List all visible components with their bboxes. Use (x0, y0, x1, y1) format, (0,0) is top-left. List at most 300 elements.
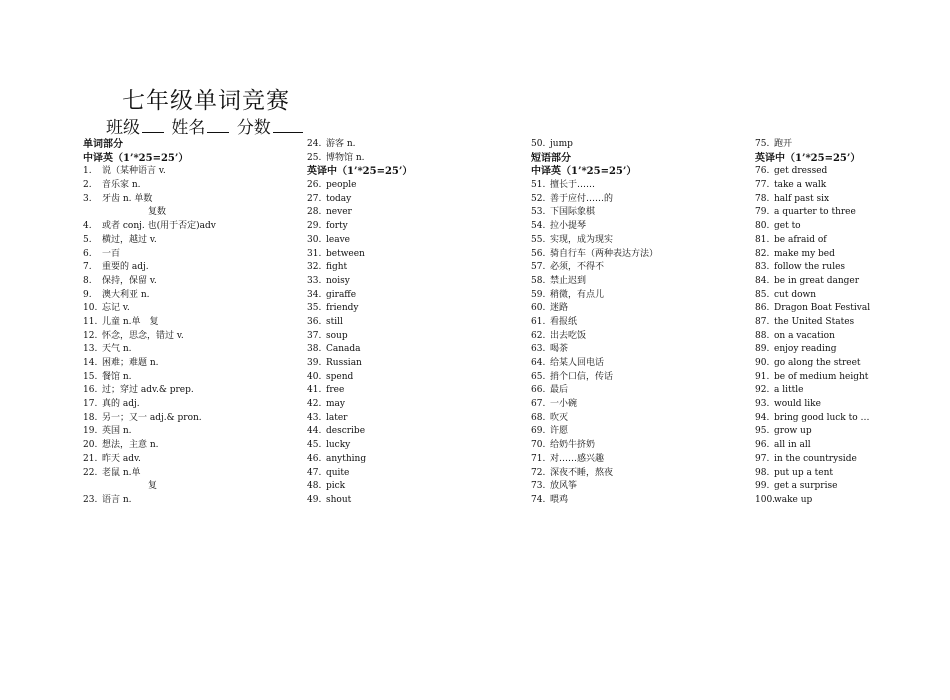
item-text: Canada (326, 344, 361, 355)
item-text: between (326, 248, 365, 259)
item-number: 99. (755, 481, 770, 492)
item-number: 36. (307, 316, 322, 327)
item-text: 喝茶 (550, 344, 569, 355)
item-text: on a vacation (774, 330, 835, 341)
item-text: 一百 (102, 248, 121, 259)
question-item (307, 179, 517, 193)
question-item (755, 234, 950, 248)
question-item (307, 234, 517, 248)
question-item (531, 261, 741, 275)
item-text: 必须，不得不 (550, 262, 605, 273)
item-number: 91. (755, 371, 770, 382)
item-number: 71. (531, 453, 546, 464)
item-number: 90. (755, 358, 770, 368)
item-number: 24. (307, 139, 322, 149)
item-number: 6. (83, 248, 92, 259)
item-text: 许愿 (550, 426, 569, 437)
item-number: 47. (307, 467, 322, 478)
item-text: 英国 n. (102, 426, 132, 437)
item-text: soup (326, 330, 348, 341)
question-item (83, 398, 293, 412)
section-heading: 英译中（1’*25=25’） (307, 166, 413, 178)
item-number: 20. (83, 440, 98, 451)
question-item (307, 439, 517, 453)
item-number: 38. (307, 344, 322, 355)
item-text: 迷路 (550, 303, 569, 314)
item-number: 22. (83, 467, 98, 478)
question-item (307, 398, 517, 412)
question-item (755, 248, 950, 262)
item-number: 68. (531, 412, 546, 423)
item-number: 63. (531, 344, 546, 355)
question-item (83, 412, 293, 426)
item-text: 过；穿过 adv.& prep. (102, 385, 194, 396)
item-text: 对……感兴趣 (550, 453, 605, 464)
question-item (83, 193, 293, 207)
question-item (531, 371, 741, 385)
question-item (531, 439, 741, 453)
question-item (531, 206, 741, 220)
item-number: 57. (531, 262, 546, 273)
question-item (83, 302, 293, 316)
item-text: Dragon Boat Festival (774, 303, 871, 314)
question-item (531, 357, 741, 371)
item-continuation: 复数 (148, 207, 167, 218)
item-text: 看报纸 (550, 316, 578, 327)
question-item (755, 467, 950, 481)
section-heading: 短语部分 (531, 152, 571, 164)
question-item (83, 220, 293, 234)
question-item (531, 179, 741, 193)
item-number: 65. (531, 371, 546, 382)
item-text: 说（某种语言 v. (102, 166, 166, 177)
item-text: 善于应付……的 (550, 193, 614, 204)
item-number: 98. (755, 467, 770, 478)
item-text: grow up (774, 426, 812, 437)
item-text: 或者 conj. 也(用于否定)adv (102, 221, 216, 232)
question-item (755, 330, 950, 344)
question-item (307, 384, 517, 398)
item-number: 55. (531, 234, 546, 245)
item-number: 12. (83, 330, 98, 341)
question-item (83, 248, 293, 262)
name-label: 姓名 (171, 118, 206, 138)
item-number: 25. (307, 152, 322, 163)
item-number: 85. (755, 289, 770, 300)
item-text: leave (326, 234, 350, 245)
item-text: 澳大利亚 n. (102, 289, 150, 300)
question-item (531, 275, 741, 289)
item-text: be of medium height (774, 371, 869, 382)
item-text: 语言 n. (102, 494, 132, 505)
question-item (83, 234, 293, 248)
question-item (531, 343, 741, 357)
question-item (307, 275, 517, 289)
section-heading: 中译英（1’*25=25’） (83, 152, 189, 164)
question-item (307, 316, 517, 330)
item-text: 牙齿 n. 单数 (102, 193, 153, 204)
item-number: 53. (531, 207, 546, 218)
item-text: 实现，成为现实 (550, 234, 614, 245)
item-text: later (326, 412, 348, 423)
item-text: be afraid of (774, 234, 827, 245)
page-title: 七年级单词竞赛 (122, 88, 290, 114)
item-number: 88. (755, 330, 770, 341)
item-number: 56. (531, 248, 546, 259)
item-number: 18. (83, 412, 98, 423)
item-text: 跑开 (774, 139, 793, 149)
item-text: giraffe (326, 289, 357, 300)
item-number: 5. (83, 234, 92, 245)
question-item (83, 179, 293, 193)
question-item (83, 261, 293, 275)
item-number: 74. (531, 494, 546, 505)
question-item (531, 425, 741, 439)
question-item (755, 425, 950, 439)
item-number: 30. (307, 234, 322, 245)
item-text: 擅长于…… (550, 180, 596, 191)
item-text: all in all (774, 440, 811, 451)
item-number: 66. (531, 385, 546, 396)
item-text: go along the street (774, 358, 861, 368)
class-label: 班级 (106, 118, 140, 138)
question-item (83, 439, 293, 453)
question-item (755, 398, 950, 412)
question-item (531, 220, 741, 234)
item-text: people (326, 180, 357, 191)
item-text: get to (774, 221, 801, 232)
question-item (83, 425, 293, 439)
item-continuation: 复 (148, 481, 158, 492)
question-item (531, 384, 741, 398)
item-text: lucky (326, 440, 351, 451)
item-number: 60. (531, 303, 546, 314)
question-item (531, 302, 741, 316)
name-blank[interactable] (207, 118, 229, 133)
item-text: 禁止迟到 (550, 275, 587, 286)
item-number: 40. (307, 371, 322, 382)
item-text: get a surprise (774, 481, 838, 492)
item-text: 一小碗 (550, 399, 578, 410)
item-text: today (326, 193, 352, 204)
item-number: 89. (755, 344, 770, 355)
score-blank[interactable] (273, 118, 303, 133)
item-text: be in great danger (774, 275, 860, 286)
item-text: follow the rules (774, 262, 846, 273)
item-number: 3. (83, 193, 92, 204)
question-item (755, 289, 950, 303)
item-number: 100. (755, 494, 776, 505)
question-item (307, 289, 517, 303)
question-item (755, 343, 950, 357)
item-number: 42. (307, 399, 322, 410)
question-item (531, 234, 741, 248)
item-text: 怀念，思念，错过 v. (102, 330, 184, 341)
item-text: still (326, 316, 343, 327)
item-text: half past six (774, 193, 830, 204)
item-number: 45. (307, 440, 322, 451)
question-item (83, 467, 293, 481)
question-item (83, 316, 293, 330)
item-number: 17. (83, 399, 98, 410)
question-item (755, 138, 950, 152)
item-number: 92. (755, 385, 770, 396)
item-text: 餐馆 n. (102, 371, 132, 382)
question-item (83, 357, 293, 371)
item-number: 79. (755, 207, 770, 218)
item-number: 81. (755, 234, 770, 245)
item-number: 50. (531, 139, 546, 149)
item-text: free (326, 385, 345, 396)
item-text: put up a tent (774, 467, 834, 478)
question-item (307, 480, 517, 494)
item-number: 28. (307, 207, 322, 218)
section-heading: 单词部分 (83, 139, 123, 150)
item-number: 27. (307, 193, 322, 204)
question-item (755, 453, 950, 467)
item-number: 62. (531, 330, 546, 341)
item-text: 困难；难题 n. (102, 358, 159, 368)
item-text: 昨天 adv. (102, 453, 141, 464)
question-item (307, 330, 517, 344)
item-number: 7. (83, 262, 92, 273)
question-item (307, 248, 517, 262)
item-text: 真的 adj. (102, 399, 140, 410)
question-item (83, 330, 293, 344)
item-number: 86. (755, 303, 770, 314)
question-item (755, 480, 950, 494)
item-number: 15. (83, 371, 98, 382)
question-item (307, 494, 517, 508)
item-number: 4. (83, 221, 92, 232)
item-text: may (326, 399, 345, 410)
item-number: 96. (755, 440, 770, 451)
item-text: 骑自行车（两种表达方法） (550, 248, 659, 259)
question-item (531, 494, 741, 508)
item-number: 48. (307, 481, 322, 492)
item-number: 16. (83, 385, 98, 396)
item-number: 21. (83, 453, 98, 464)
item-number: 33. (307, 275, 322, 286)
item-number: 34. (307, 289, 322, 300)
item-number: 39. (307, 358, 322, 368)
question-item (531, 316, 741, 330)
item-text: 儿童 n.单 复 (102, 316, 159, 327)
item-text: Russian (326, 358, 362, 368)
question-item (531, 330, 741, 344)
item-text: 忘记 v. (102, 303, 130, 314)
item-text: make my bed (774, 248, 835, 259)
column-3 (531, 138, 741, 508)
item-text: 游客 n. (326, 139, 356, 149)
question-item (531, 467, 741, 481)
question-item (307, 152, 517, 166)
item-text: take a walk (774, 180, 827, 191)
item-number: 82. (755, 248, 770, 259)
item-number: 72. (531, 467, 546, 478)
item-text: 出去吃饭 (550, 330, 587, 341)
question-item (83, 275, 293, 289)
question-item (755, 357, 950, 371)
question-item (307, 467, 517, 481)
item-number: 11. (83, 316, 98, 327)
item-text: get dressed (774, 166, 828, 177)
item-text: the United States (774, 316, 855, 327)
question-item (755, 220, 950, 234)
item-number: 93. (755, 399, 770, 410)
item-number: 31. (307, 248, 322, 259)
question-item (531, 453, 741, 467)
item-text: jump (550, 139, 573, 149)
question-item (307, 343, 517, 357)
question-item (83, 453, 293, 467)
item-number: 83. (755, 262, 770, 273)
item-number: 80. (755, 221, 770, 232)
item-number: 29. (307, 221, 322, 232)
item-text: 博物馆 n. (326, 152, 365, 163)
item-text: cut down (774, 289, 816, 300)
item-number: 44. (307, 426, 322, 437)
item-number: 78. (755, 193, 770, 204)
item-number: 64. (531, 358, 546, 368)
item-text: 放风筝 (550, 481, 578, 492)
item-text: would like (774, 399, 821, 410)
question-item (307, 453, 517, 467)
question-item (755, 275, 950, 289)
question-item (755, 412, 950, 426)
item-text: forty (326, 221, 348, 232)
item-number: 10. (83, 303, 98, 314)
class-blank[interactable] (142, 118, 164, 133)
question-item (755, 261, 950, 275)
item-number: 75. (755, 139, 770, 149)
question-item (531, 248, 741, 262)
question-item (531, 398, 741, 412)
item-text: 稍微，有点儿 (550, 289, 605, 300)
item-number: 59. (531, 289, 546, 300)
question-item (755, 179, 950, 193)
question-item (307, 206, 517, 220)
question-item (307, 302, 517, 316)
item-text: wake up (774, 494, 813, 505)
item-text: fight (326, 262, 348, 273)
question-item (755, 316, 950, 330)
item-number: 43. (307, 412, 322, 423)
item-text: a little (774, 385, 804, 396)
item-text: pick (326, 481, 346, 492)
question-item (755, 206, 950, 220)
question-item (755, 302, 950, 316)
item-number: 73. (531, 481, 546, 492)
item-number: 77. (755, 180, 770, 191)
item-text: 另一；又一 adj.& pron. (102, 412, 202, 423)
item-text: 老鼠 n.单 (102, 467, 141, 478)
question-item (83, 371, 293, 385)
item-number: 61. (531, 316, 546, 327)
item-number: 8. (83, 275, 92, 286)
section-heading: 中译英（1’*25=25’） (531, 166, 637, 178)
item-text: 保持，保留 v. (102, 275, 157, 286)
column-2 (307, 138, 517, 508)
item-text: never (326, 207, 352, 218)
item-text: 给某人回电话 (550, 358, 605, 368)
item-number: 1. (83, 166, 92, 177)
question-item (531, 412, 741, 426)
question-item (755, 165, 950, 179)
question-item (755, 384, 950, 398)
question-item (307, 193, 517, 207)
item-text: in the countryside (774, 453, 857, 464)
item-text: a quarter to three (774, 207, 856, 218)
item-number: 95. (755, 426, 770, 437)
column-1 (83, 138, 293, 508)
question-item (83, 384, 293, 398)
item-number: 52. (531, 193, 546, 204)
question-item (755, 371, 950, 385)
item-text: 音乐家 n. (102, 180, 141, 191)
item-number: 35. (307, 303, 322, 314)
question-item (531, 289, 741, 303)
item-text: noisy (326, 275, 350, 286)
item-text: 下国际象棋 (550, 207, 596, 218)
item-number: 19. (83, 426, 98, 437)
question-item (755, 193, 950, 207)
item-text: anything (326, 453, 367, 464)
item-number: 69. (531, 426, 546, 437)
item-text: describe (326, 426, 366, 437)
question-item (531, 138, 741, 152)
item-text: bring good luck to … (774, 412, 870, 423)
question-item (531, 480, 741, 494)
question-item (531, 193, 741, 207)
question-item (307, 138, 517, 152)
item-number: 97. (755, 453, 770, 464)
item-number: 2. (83, 180, 92, 191)
item-text: 拉小提琴 (550, 221, 587, 232)
item-text: 深夜不睡，熬夜 (550, 467, 614, 478)
item-text: spend (326, 371, 354, 382)
item-number: 26. (307, 180, 322, 191)
question-item (307, 220, 517, 234)
item-number: 37. (307, 330, 322, 341)
question-item (755, 494, 950, 508)
item-number: 54. (531, 221, 546, 232)
item-text: enjoy reading (774, 344, 837, 355)
item-text: 给奶牛挤奶 (550, 440, 596, 451)
item-number: 46. (307, 453, 322, 464)
item-number: 9. (83, 289, 92, 300)
item-number: 23. (83, 494, 98, 505)
item-number: 76. (755, 166, 770, 177)
item-number: 67. (531, 399, 546, 410)
item-number: 58. (531, 275, 546, 286)
question-item (307, 412, 517, 426)
item-number: 84. (755, 275, 770, 286)
item-number: 94. (755, 412, 770, 423)
question-item (755, 439, 950, 453)
question-item (83, 289, 293, 303)
item-text: 想法，主意 n. (102, 440, 159, 451)
item-text: quite (326, 467, 350, 478)
item-text: 最后 (550, 385, 569, 396)
question-item (83, 165, 293, 179)
item-number: 13. (83, 344, 98, 355)
question-item (83, 343, 293, 357)
item-number: 14. (83, 358, 98, 368)
item-number: 32. (307, 262, 322, 273)
item-number: 87. (755, 316, 770, 327)
item-text: 重要的 adj. (102, 262, 149, 273)
